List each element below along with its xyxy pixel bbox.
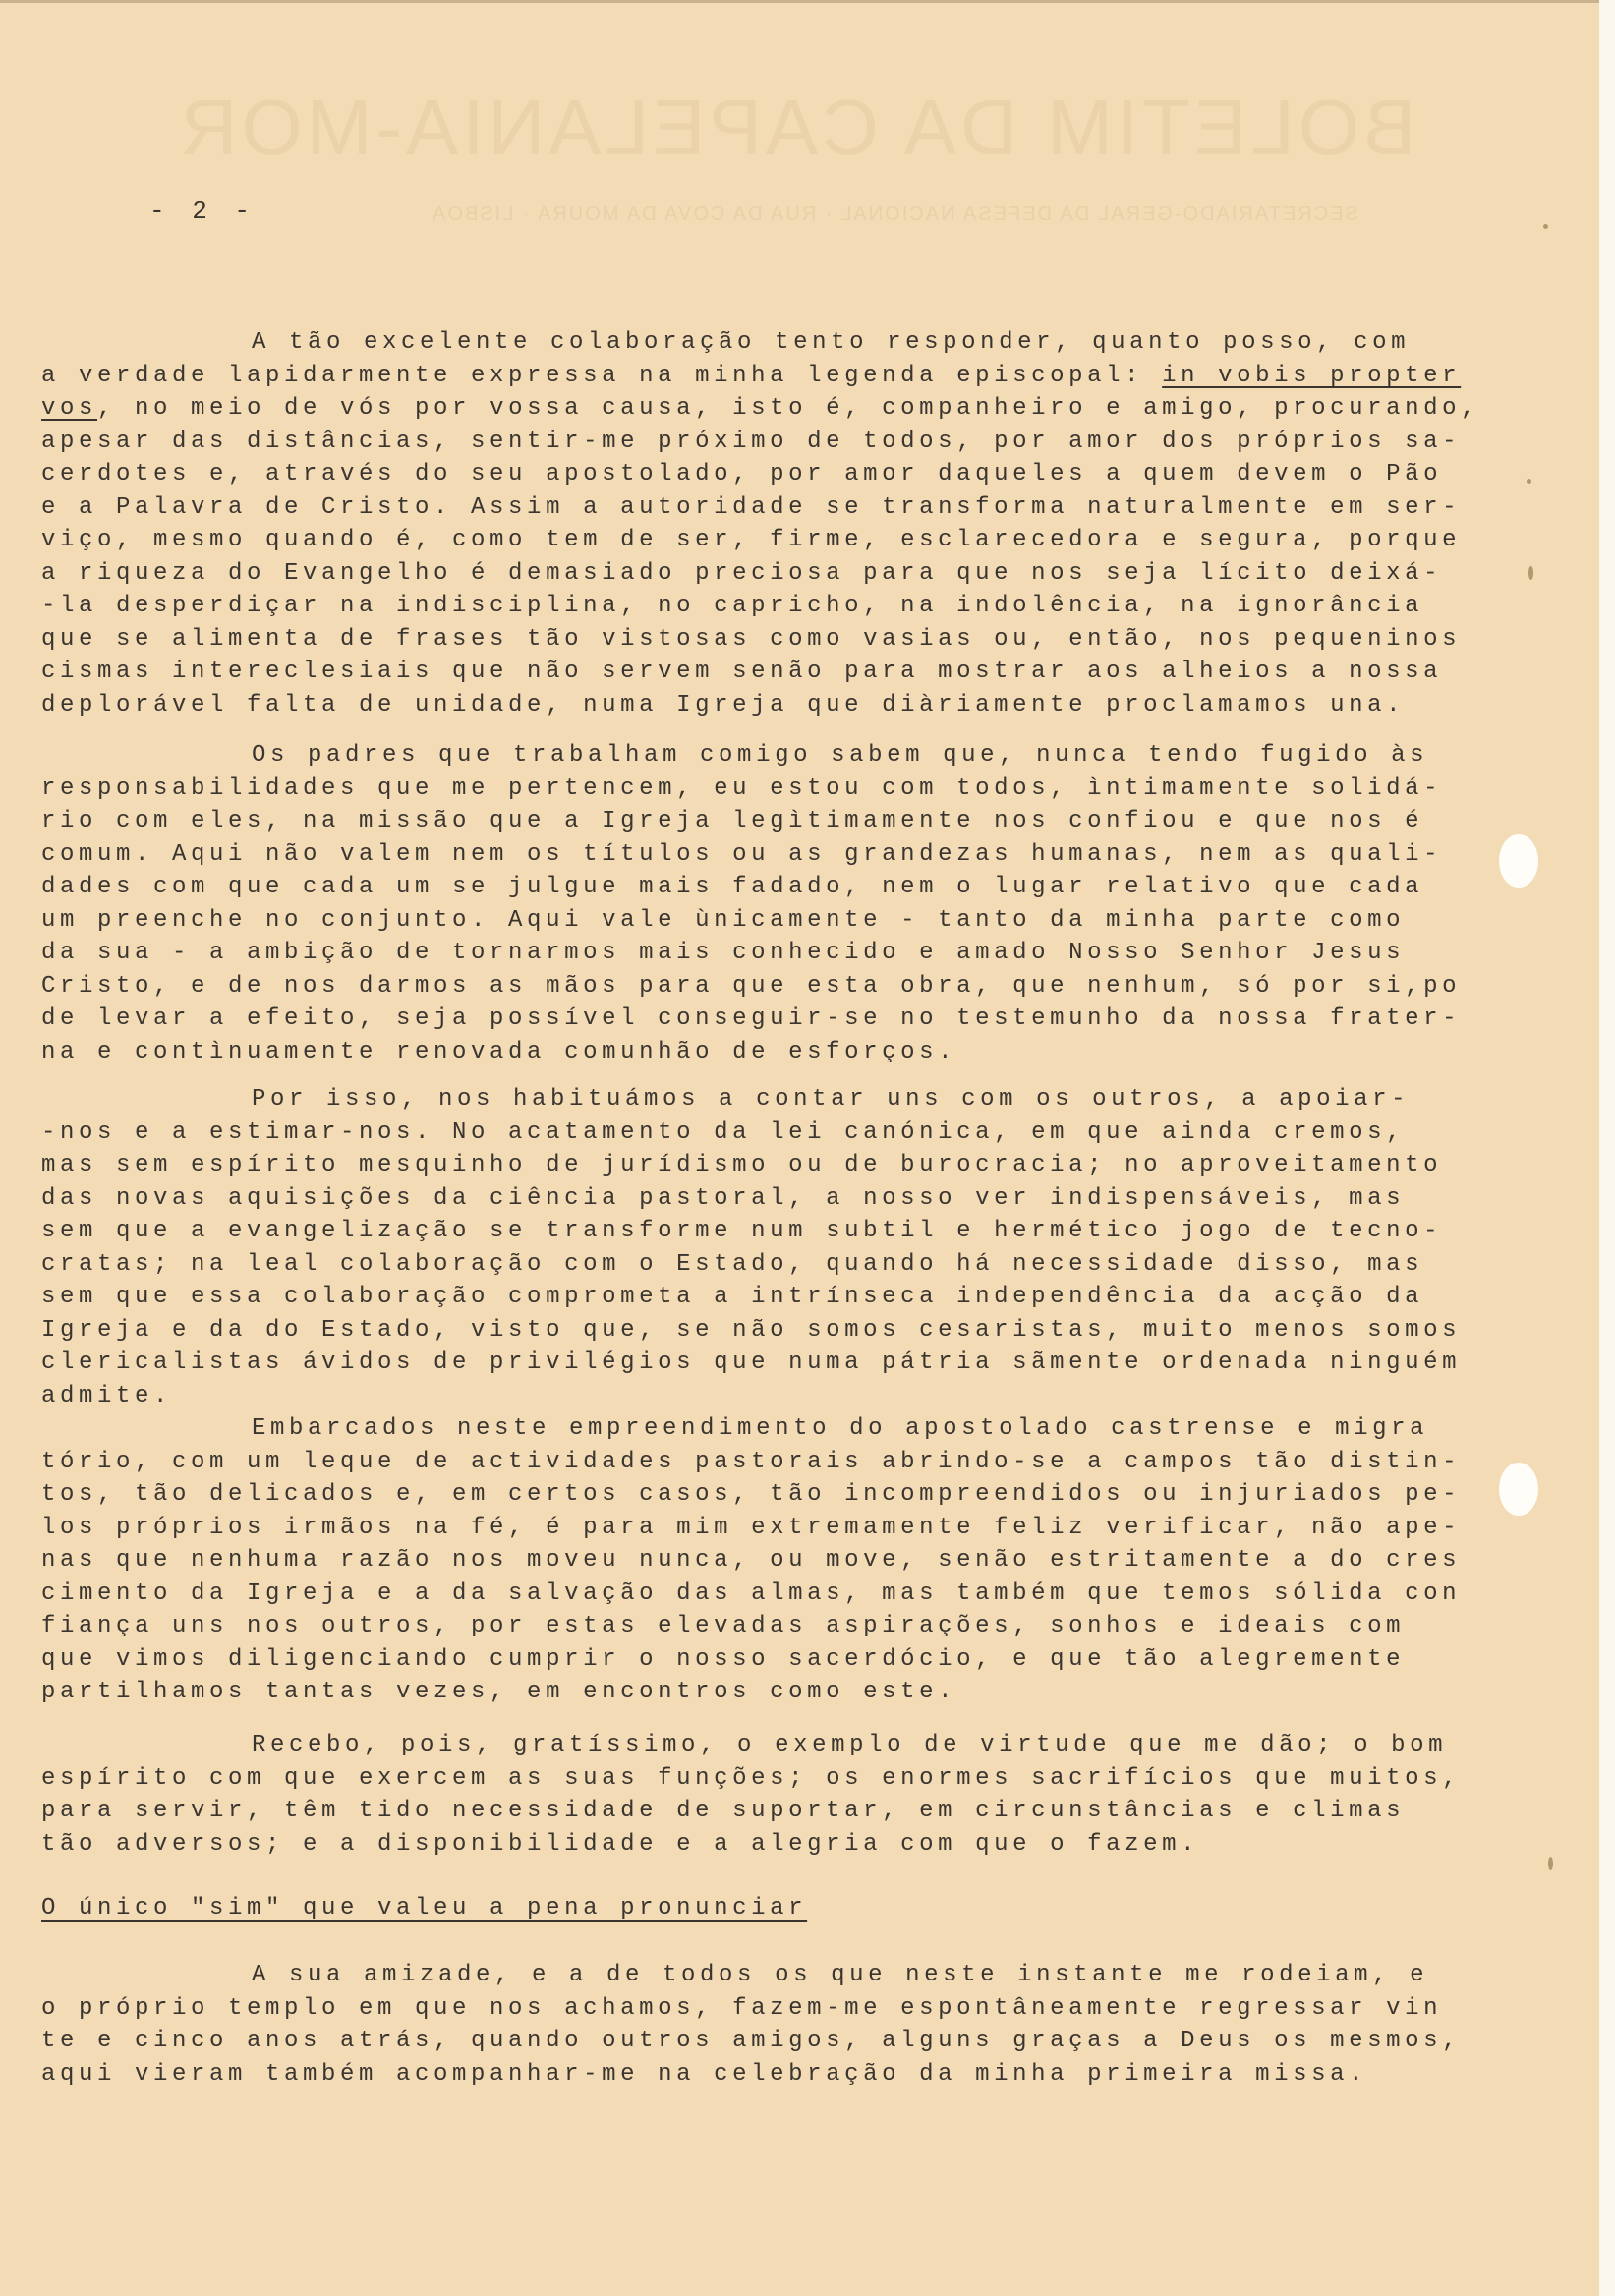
paper-speck [1548,1857,1553,1870]
text-line: para servir, têm tido necessidade de suportar, em circunstâncias e climas [41,1798,1406,1824]
text-line: cratas; na leal colaboração com o Estado, quando há necessidade disso, mas [41,1250,1424,1278]
page-number: - 2 - [149,197,257,226]
text-line: Os padres que trabalham comigo sabem que, nunca tendo fugido às [252,742,1429,769]
text-line: tos, tão delicados e, em certos casos, tão incompreendidos ou injuriados pe- [41,1481,1462,1508]
text-line: Recebo, pois, gratíssimo, o exemplo de virtude que me dão; o bom [252,1732,1448,1758]
underlined-text: in vobis propter [1162,362,1462,389]
paper-right-edge [1599,0,1615,2296]
paragraph-2 [41,739,1496,1068]
underlined-text: vos [41,395,98,422]
text-line [41,360,1496,393]
show-through-letterhead: BOLETIM DA CAPELANIA-MOR [176,84,1416,171]
section-heading: O único "sim" que valeu a pena pronunciar [41,1895,808,1922]
punch-hole [1499,834,1538,888]
text-line: que vimos diligenciando cumprir o nosso sacerdócio, e que tão alegremente [41,1645,1406,1673]
text-segment: a verdade lapidarmente expressa na minha legenda episcopal: [41,362,1163,389]
text-line: na e contìnuamente renovada comunhão de esforços. [41,1038,957,1065]
text-line: apesar das distâncias, sentir-me próximo de todos, por amor dos próprios sa- [41,428,1462,455]
text-line: espírito com que exercem as suas funções; os enormes sacrifícios que muitos, [41,1764,1462,1792]
text-line: das novas aquisições da ciência pastoral, a nosso ver indispensáveis, mas [41,1184,1406,1212]
paper-speck [1543,224,1548,229]
text-line: clericalistas ávidos de privilégios que numa pátria sãmente ordenada ninguém [41,1349,1462,1376]
text-line: nas que nenhuma razão nos moveu nunca, ou move, senão estritamente a do cres [41,1547,1462,1574]
text-line: -nos e a estimar-nos. No acatamento da lei canónica, em que ainda cremos, [41,1119,1406,1146]
paper-speck [1527,479,1531,484]
text-line: cerdotes e, através do seu apostolado, por amor daqueles a quem devem o Pão [41,461,1443,488]
text-line: deplorável falta de unidade, numa Igreja que diàriamente proclamamos una. [41,691,1406,718]
paragraph-6 [41,1959,1496,2091]
text-segment: , no meio de vós por vossa causa, isto é, companheiro e amigo, procurando, [97,395,1480,422]
text-line: admite. [41,1382,173,1409]
text-line: te e cinco anos atrás, quando outros amigos, alguns graças a Deus os mesmos, [41,2028,1462,2054]
text-line: sem que essa colaboração comprometa a intrínseca independência da acção da [41,1284,1424,1310]
text-line [41,392,1496,426]
paragraph-4 [41,1412,1496,1709]
text-line: da sua - a ambição de tornarmos mais conhecido e amado Nosso Senhor Jesus [41,940,1406,966]
text-line: A tão excelente colaboração tento responder, quanto posso, com [252,329,1411,356]
text-line: aqui vieram também acompanhar-me na celebração da minha primeira missa. [41,2060,1368,2088]
text-line: sem que a evangelização se transforme num subtil e hermético jogo de tecno- [41,1218,1443,1244]
text-line: comum. Aqui não valem nem os títulos ou as grandezas humanas, nem as quali- [41,840,1443,868]
text-line: Por isso, nos habituámos a contar uns com os outros, a apoiar- [252,1086,1411,1113]
paper-top-edge [0,0,1615,3]
text-line: -la desperdiçar na indisciplina, no capricho, na indolência, na ignorância [41,593,1424,619]
text-line: um preenche no conjunto. Aqui vale ùnicamente - tanto da minha parte como [41,906,1406,934]
show-through-letterhead-address: SECRETARIADO-GERAL DA DEFESA NACIONAL · RUA DA COVA DA MOURA · LISBOA [431,203,1358,225]
text-line: Embarcados neste empreendimento do apostolado castrense e migra [252,1415,1429,1442]
text-line: tório, com um leque de actividades pastorais abrindo-se a campos tão distin- [41,1448,1462,1475]
text-line: o próprio templo em que nos achamos, fazem-me espontâneamente regressar vin [41,1994,1443,2022]
text-line: fiança uns nos outros, por estas elevadas aspirações, sonhos e ideais com [41,1613,1406,1639]
text-line: partilhamos tantas vezes, em encontros como este. [41,1679,957,1705]
text-line: de levar a efeito, seja possível conseguir-se no testemunho da nossa frater- [41,1005,1462,1032]
text-line: tão adversos; e a disponibilidade e a alegria com que o fazem. [41,1830,1200,1858]
text-line: A sua amizade, e a de todos os que neste instante me rodeiam, e [252,1962,1429,1988]
text-line: que se alimenta de frases tão vistosas como vasias ou, então, nos pequeninos [41,625,1462,653]
paper-speck [1528,566,1533,580]
paragraph-1 [41,326,1496,721]
punch-hole [1499,1463,1538,1516]
paragraph-3 [41,1083,1496,1412]
paragraph-5 [41,1729,1496,1861]
text-line: a riqueza do Evangelho é demasiado preciosa para que nos seja lícito deixá- [41,559,1443,587]
text-line: cismas intereclesiais que não servem senão para mostrar aos alheios a nossa [41,659,1443,685]
text-line: dades com que cada um se julgue mais fadado, nem o lugar relativo que cada [41,874,1424,900]
text-line: mas sem espírito mesquinho de jurídismo ou de burocracia; no aproveitamento [41,1152,1443,1178]
text-line: Cristo, e de nos darmos as mãos para que esta obra, que nenhum, só por si,po [41,972,1462,1000]
text-line: e a Palavra de Cristo. Assim a autoridade se transforma naturalmente em ser- [41,493,1462,521]
text-line: Igreja e da do Estado, visto que, se não somos cesaristas, muito menos somos [41,1316,1462,1344]
text-line: cimento da Igreja e a da salvação das almas, mas também que temos sólida con [41,1579,1462,1607]
text-line: los próprios irmãos na fé, é para mim extremamente feliz verificar, não ape- [41,1514,1462,1541]
text-line: viço, mesmo quando é, como tem de ser, firme, esclarecedora e segura, porque [41,527,1462,553]
text-line: responsabilidades que me pertencem, eu estou com todos, ìntimamente solidá- [41,775,1443,802]
text-line: rio com eles, na missão que a Igreja legìtimamente nos confiou e que nos é [41,808,1424,834]
